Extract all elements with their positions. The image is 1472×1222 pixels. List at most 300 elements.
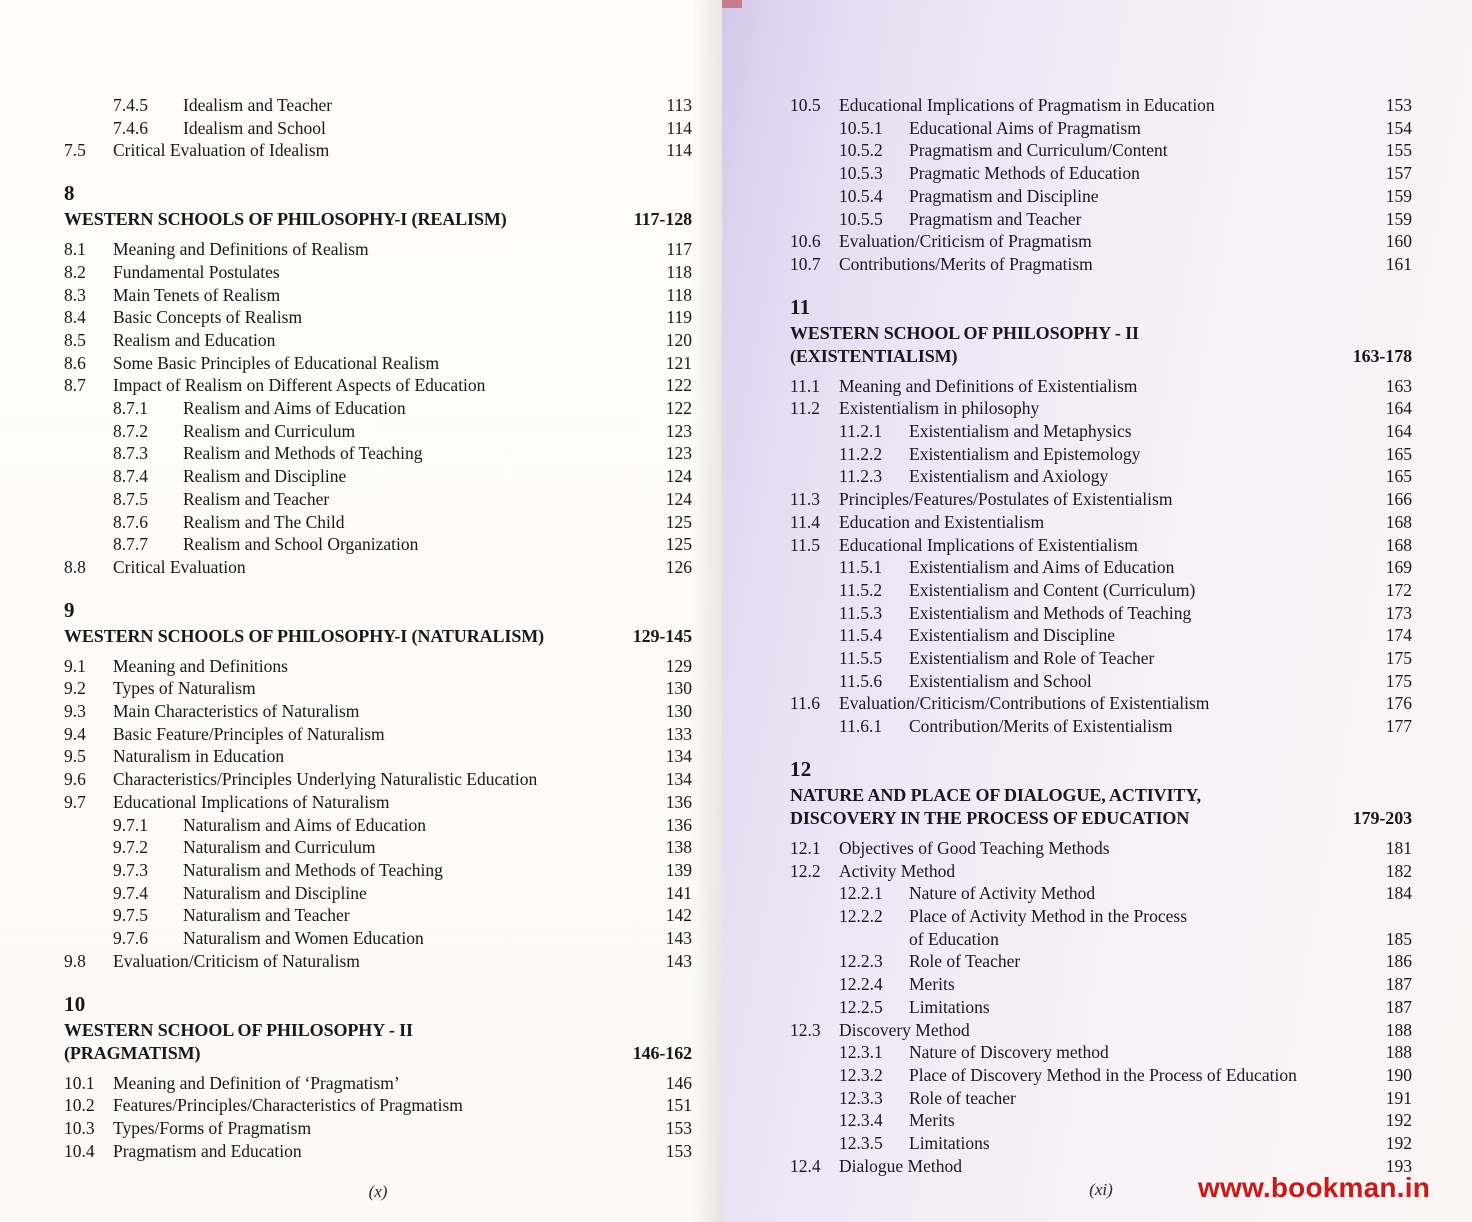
toc-entry-number: 12.2	[790, 860, 821, 881]
toc-entry-page: 175	[1385, 648, 1412, 669]
toc-subentry-row	[790, 973, 1412, 996]
toc-entry-title: Realism and Teacher	[183, 488, 330, 509]
toc-entry-title: Pragmatism and Discipline	[909, 185, 1099, 206]
toc-entry-title: Existentialism and Aims of Education	[909, 557, 1175, 578]
toc-entry-page: 139	[665, 859, 692, 880]
toc-entry-page: 187	[1385, 996, 1412, 1017]
toc-subentry-row	[790, 443, 1412, 466]
toc-entry-page: 124	[665, 488, 692, 509]
toc-subentry-row	[64, 397, 692, 420]
toc-entry-page: 161	[1385, 253, 1412, 274]
toc-entry-number: 9.1	[64, 655, 86, 676]
toc-subentry-row	[64, 488, 692, 511]
toc-entry-title: Evaluation/Criticism/Contributions of Existentialism	[839, 693, 1210, 714]
toc-entry-number: 11.5.2	[839, 579, 883, 600]
toc-subentry-row	[790, 624, 1412, 647]
toc-entry-page: 153	[665, 1117, 692, 1138]
toc-entry-page: 166	[1385, 489, 1412, 510]
chapter-page-range: 146-162	[632, 1042, 692, 1063]
toc-subentry-row	[64, 882, 692, 905]
toc-entry-page: 122	[665, 398, 692, 419]
toc-entry-number: 8.7.4	[113, 466, 148, 487]
toc-subentry-row	[790, 162, 1412, 185]
toc-entry-page: 118	[666, 284, 692, 305]
toc-entry-row	[64, 306, 692, 329]
toc-entry-number: 8.2	[64, 261, 86, 282]
chapter-block	[790, 754, 1412, 1178]
toc-entry-number: 10.4	[64, 1140, 95, 1161]
toc-entry-page: 164	[1385, 398, 1412, 419]
toc-entry-number: 9.7.6	[113, 928, 148, 949]
toc-entry-title: Realism and Discipline	[183, 466, 347, 487]
toc-entry-page: 192	[1385, 1110, 1412, 1131]
toc-entry-page: 187	[1385, 974, 1412, 995]
toc-entry-title: Existentialism and Content (Curriculum)	[909, 579, 1196, 600]
toc-entry-row	[790, 860, 1412, 883]
toc-entry-number: 10.3	[64, 1117, 95, 1138]
toc-entry-title: Basic Feature/Principles of Naturalism	[113, 723, 385, 744]
toc-entry-number: 12.3	[790, 1019, 821, 1040]
chapter-title-line: (PRAGMATISM)	[64, 1042, 201, 1063]
toc-subentry-row	[64, 465, 692, 488]
toc-entry-page: 175	[1385, 670, 1412, 691]
toc-entry-row	[64, 655, 692, 678]
toc-entry-page: 191	[1385, 1087, 1412, 1108]
toc-entry-title: Characteristics/Principles Underlying Naturalistic Education	[113, 769, 538, 790]
toc-entry-page: 113	[666, 95, 692, 115]
toc-entry-title: Educational Implications of Naturalism	[113, 791, 390, 812]
toc-entry-title: Educational Implications of Pragmatism in Education	[839, 95, 1215, 115]
toc-entry-title: Role of Teacher	[909, 951, 1021, 972]
toc-entry-title: Meaning and Definition of ‘Pragmatism’	[113, 1072, 400, 1093]
toc-entry-title: Educational Implications of Existentialism	[839, 534, 1138, 555]
toc-entry-number: 9.7.1	[113, 814, 148, 835]
scan-edge-mark	[722, 0, 742, 8]
toc-entry-title: Existentialism in philosophy	[839, 398, 1040, 419]
toc-subentry-row	[64, 94, 692, 117]
toc-entry-row	[790, 397, 1412, 420]
toc-subentry-row	[790, 117, 1412, 140]
toc-entry-row	[790, 692, 1412, 715]
toc-entry-number: 11.2	[790, 398, 820, 419]
chapter-heading	[64, 625, 692, 648]
toc-entry-title: Existentialism and School	[909, 670, 1092, 691]
toc-entry-page: 138	[665, 837, 692, 858]
toc-entry-page: 190	[1385, 1064, 1412, 1085]
toc-entry-page: 134	[665, 769, 692, 790]
toc-entry-page: 186	[1385, 951, 1412, 972]
toc-subentry-row	[790, 905, 1412, 928]
toc-entry-title: Meaning and Definitions of Existentialism	[839, 375, 1138, 396]
toc-subentry-row	[790, 556, 1412, 579]
toc-entry-page: 136	[665, 814, 692, 835]
toc-entry-number: 9.7.2	[113, 837, 148, 858]
toc-entry-number: 8.7.7	[113, 534, 148, 555]
toc-entry-page: 125	[665, 534, 692, 555]
toc-entry-title: Pragmatism and Education	[113, 1140, 302, 1161]
toc-entry-row	[64, 284, 692, 307]
toc-entry-number: 12.2.2	[839, 905, 883, 926]
toc-entry-title: Nature of Discovery method	[909, 1042, 1109, 1063]
toc-entry-number: 11.2.3	[839, 466, 883, 487]
toc-entry-title: Merits	[909, 974, 955, 995]
toc-subentry-row	[64, 420, 692, 443]
toc-entry-title: Realism and Education	[113, 329, 276, 350]
chapter-block	[64, 989, 692, 1163]
toc-entry-row	[64, 700, 692, 723]
toc-entry-page: 133	[665, 723, 692, 744]
toc-entry-number: 10.5.5	[839, 208, 883, 229]
toc-entry-number: 9.4	[64, 723, 86, 744]
toc-entry-row	[64, 745, 692, 768]
toc-subentry-row	[790, 208, 1412, 231]
toc-entry-number: 9.8	[64, 950, 86, 971]
toc-entry-number: 10.2	[64, 1095, 95, 1116]
toc-entry-number: 8.5	[64, 329, 86, 350]
toc-subentry-row	[790, 670, 1412, 693]
toc-subentry-row	[790, 996, 1412, 1019]
toc-entry-number: 11.6.1	[839, 716, 883, 737]
toc-entry-page: 121	[665, 352, 692, 373]
toc-entry-number: 12.3.2	[839, 1064, 883, 1085]
toc-entry-page: 124	[665, 466, 692, 487]
toc-entry-number: 8.3	[64, 284, 86, 305]
toc-entry-title: Existentialism and Role of Teacher	[909, 648, 1155, 669]
toc-entry-page: 119	[666, 307, 692, 328]
toc-entry-title: Features/Principles/Characteristics of Pragmatism	[113, 1095, 463, 1116]
chapter-title	[64, 208, 626, 231]
toc-entry-title: Discovery Method	[839, 1019, 970, 1040]
chapter-title	[64, 1019, 625, 1065]
toc-entry-page: 159	[1385, 208, 1412, 229]
toc-entry-page: 143	[665, 950, 692, 971]
toc-entry-row	[790, 375, 1412, 398]
chapter-title-line: (EXISTENTIALISM)	[790, 345, 958, 366]
toc-entry-number: 10.1	[64, 1072, 95, 1093]
toc-entry-title: Types/Forms of Pragmatism	[113, 1117, 312, 1138]
toc-entry-number: 12.3.3	[839, 1087, 883, 1108]
toc-entry-row	[64, 677, 692, 700]
toc-entry-number: 11.5.1	[839, 557, 883, 578]
toc-subentry-row	[64, 836, 692, 859]
right-page-chapters	[790, 292, 1412, 1178]
chapter-heading	[790, 322, 1412, 368]
chapter-entries	[64, 1072, 692, 1163]
toc-entry-title: Realism and Aims of Education	[183, 398, 406, 419]
toc-entry-number: 10.6	[790, 231, 821, 252]
chapter-heading	[64, 208, 692, 231]
chapter-title-line: WESTERN SCHOOLS OF PHILOSOPHY-I (REALISM)	[64, 209, 507, 230]
toc-entry-number: 8.7.6	[113, 511, 148, 532]
toc-entry-title: Existentialism and Metaphysics	[909, 421, 1132, 442]
toc-subentry-row	[790, 1087, 1412, 1110]
toc-entry-number: 10.7	[790, 253, 821, 274]
chapter-number: 12	[790, 756, 812, 781]
toc-entry-page: 184	[1385, 883, 1412, 904]
toc-entry-title: Principles/Features/Postulates of Existentialism	[839, 489, 1173, 510]
toc-entry-page	[1382, 905, 1412, 928]
toc-entry-number: 11.5.5	[839, 648, 883, 669]
toc-entry-page: 126	[665, 556, 692, 577]
chapter-entries	[790, 837, 1412, 1178]
toc-entry-page: 193	[1385, 1155, 1412, 1176]
chapter-number: 10	[64, 991, 86, 1016]
toc-entry-title: Evaluation/Criticism of Naturalism	[113, 950, 360, 971]
toc-subentry-row	[790, 715, 1412, 738]
toc-entry-page: 143	[665, 928, 692, 949]
toc-entry-title: Role of teacher	[909, 1087, 1016, 1108]
toc-entry-title: Naturalism and Teacher	[183, 905, 350, 926]
bookseller-watermark: www.bookman.in	[1198, 1172, 1430, 1203]
toc-entry-title: Existentialism and Discipline	[909, 625, 1116, 646]
toc-subentry-row	[64, 859, 692, 882]
toc-entry-number: 12.4	[790, 1155, 821, 1176]
chapter-title	[790, 322, 1345, 368]
toc-entry-title: Existentialism and Axiology	[909, 466, 1109, 487]
toc-entry-number: 9.7.4	[113, 882, 148, 903]
toc-entry-title: Critical Evaluation of Idealism	[113, 140, 330, 161]
toc-entry-page: 129	[665, 655, 692, 676]
toc-entry-row	[64, 556, 692, 579]
toc-entry-number: 12.1	[790, 837, 821, 858]
toc-entry-title: Pragmatism and Curriculum/Content	[909, 140, 1168, 161]
toc-entry-page: 177	[1385, 716, 1412, 737]
toc-entry-number: 8.7	[64, 375, 86, 396]
toc-entry-number: 11.5.4	[839, 625, 883, 646]
chapter-page-range: 179-203	[1352, 807, 1412, 828]
toc-entry-number: 9.6	[64, 769, 86, 790]
toc-entry-number: 10.5.1	[839, 117, 883, 138]
toc-entry-number: 12.3.1	[839, 1042, 883, 1063]
toc-entry-number: 9.3	[64, 701, 86, 722]
toc-entry-title: Basic Concepts of Realism	[113, 307, 303, 328]
toc-entry-row	[64, 1094, 692, 1117]
toc-entry-title: Limitations	[909, 996, 990, 1017]
toc-entry-page: 130	[665, 678, 692, 699]
toc-entry-page: 182	[1385, 860, 1412, 881]
chapter-block	[790, 292, 1412, 738]
toc-entry-title: Pragmatism and Teacher	[909, 208, 1082, 229]
toc-entry-page: 123	[665, 443, 692, 464]
toc-entry-title: Some Basic Principles of Educational Realism	[113, 352, 440, 373]
chapter-number: 11	[790, 294, 811, 319]
toc-entry-row	[64, 950, 692, 973]
toc-entry-page: 172	[1385, 579, 1412, 600]
toc-entry-page: 141	[665, 882, 692, 903]
toc-entry-number: 9.7	[64, 791, 86, 812]
toc-entry-number: 10.5.2	[839, 140, 883, 161]
toc-entry-row	[790, 837, 1412, 860]
toc-entry-page: 173	[1385, 602, 1412, 623]
toc-entry-title: Evaluation/Criticism of Pragmatism	[839, 231, 1092, 252]
chapter-heading	[64, 1019, 692, 1065]
toc-entry-number: 10.5	[790, 95, 821, 115]
toc-entry-title: Existentialism and Epistemology	[909, 443, 1141, 464]
right-page-intro-entries	[790, 94, 1412, 276]
toc-entry-title: Realism and Curriculum	[183, 420, 356, 441]
toc-entry-number: 11.5.3	[839, 602, 883, 623]
toc-entry-title: Place of Discovery Method in the Process of Education	[909, 1064, 1297, 1085]
toc-entry-page: 169	[1385, 557, 1412, 578]
right-page	[722, 0, 1472, 1222]
toc-subentry-row	[64, 442, 692, 465]
toc-entry-row	[790, 253, 1412, 276]
toc-entry-page: 151	[665, 1095, 692, 1116]
toc-entry-row	[64, 791, 692, 814]
toc-entry-title: Types of Naturalism	[113, 678, 256, 699]
toc-entry-number: 12.2.3	[839, 951, 883, 972]
toc-entry-title: Naturalism and Methods of Teaching	[183, 859, 443, 880]
toc-entry-row	[790, 230, 1412, 253]
toc-entry-number: 11.3	[790, 489, 820, 510]
toc-subentry-row	[790, 185, 1412, 208]
chapter-block	[64, 178, 692, 579]
toc-subentry-row	[790, 928, 1412, 951]
toc-entry-number: 11.6	[790, 693, 820, 714]
toc-entry-title: Impact of Realism on Different Aspects of Education	[113, 375, 486, 396]
toc-entry-number: 8.7.5	[113, 488, 148, 509]
toc-entry-title: of Education	[909, 928, 999, 949]
toc-entry-page: 114	[666, 140, 692, 161]
toc-entry-number: 11.5.6	[839, 670, 883, 691]
toc-entry-title: Limitations	[909, 1133, 990, 1154]
toc-entry-number: 11.5	[790, 534, 820, 555]
left-page-intro-entries	[64, 94, 692, 162]
toc-entry-row	[790, 94, 1412, 117]
toc-entry-number: 8.6	[64, 352, 86, 373]
toc-subentry-row	[790, 139, 1412, 162]
toc-entry-row	[64, 768, 692, 791]
toc-entry-title: Naturalism and Curriculum	[183, 837, 376, 858]
toc-entry-title: Meaning and Definitions	[113, 655, 288, 676]
chapter-entries	[64, 655, 692, 973]
toc-entry-row	[64, 1117, 692, 1140]
chapter-entries	[64, 238, 692, 579]
toc-subentry-row	[790, 1132, 1412, 1155]
toc-entry-title: Objectives of Good Teaching Methods	[839, 837, 1110, 858]
toc-entry-row	[64, 1072, 692, 1095]
toc-entry-page: 125	[665, 511, 692, 532]
toc-entry-title: Activity Method	[839, 860, 956, 881]
toc-entry-title: Education and Existentialism	[839, 511, 1045, 532]
toc-entry-row	[64, 238, 692, 261]
toc-subentry-row	[790, 882, 1412, 905]
toc-entry-page: 146	[665, 1072, 692, 1093]
toc-entry-number: 12.2.1	[839, 883, 883, 904]
toc-entry-title: Realism and Methods of Teaching	[183, 443, 423, 464]
toc-entry-number: 9.7.3	[113, 859, 148, 880]
toc-entry-title: Fundamental Postulates	[113, 261, 280, 282]
chapter-page-range: 163-178	[1352, 345, 1412, 366]
toc-entry-title: Dialogue Method	[839, 1155, 962, 1176]
toc-entry-page: 153	[665, 1140, 692, 1161]
toc-entry-number: 9.7.5	[113, 905, 148, 926]
toc-entry-number: 12.2.5	[839, 996, 883, 1017]
left-page-chapters	[64, 178, 692, 1162]
toc-entry-number: 12.3.4	[839, 1110, 883, 1131]
left-page-folio: (x)	[368, 1182, 388, 1202]
chapter-number: 8	[64, 181, 75, 206]
toc-entry-number: 12.3.5	[839, 1133, 883, 1154]
toc-entry-title: Idealism and Teacher	[183, 95, 333, 115]
toc-subentry-row	[64, 511, 692, 534]
toc-entry-number: 9.5	[64, 746, 86, 767]
chapter-block	[64, 595, 692, 973]
toc-entry-page: 164	[1385, 421, 1412, 442]
toc-entry-page: 163	[1385, 375, 1412, 396]
chapter-page-range: 117-128	[633, 209, 692, 230]
toc-entry-row	[790, 488, 1412, 511]
toc-entry-title: Realism and The Child	[183, 511, 345, 532]
toc-subentry-row	[64, 927, 692, 950]
toc-entry-number: 7.5	[64, 140, 86, 161]
toc-entry-number: 11.2.1	[839, 421, 883, 442]
toc-entry-row	[64, 374, 692, 397]
toc-subentry-row	[790, 1064, 1412, 1087]
toc-entry-page: 118	[666, 261, 692, 282]
toc-entry-number	[839, 928, 909, 951]
toc-entry-row	[64, 352, 692, 375]
chapter-heading	[790, 784, 1412, 830]
toc-entry-page: 168	[1385, 534, 1412, 555]
toc-entry-title: Merits	[909, 1110, 955, 1131]
toc-entry-page: 192	[1385, 1133, 1412, 1154]
toc-subentry-row	[790, 602, 1412, 625]
toc-entry-title: Pragmatic Methods of Education	[909, 163, 1140, 184]
toc-entry-title: Naturalism and Discipline	[183, 882, 367, 903]
chapter-title-line: NATURE AND PLACE OF DIALOGUE, ACTIVITY,	[790, 784, 1201, 805]
toc-entry-page: 154	[1385, 117, 1412, 138]
toc-entry-page: 117	[666, 239, 692, 260]
toc-entry-title: Idealism and School	[183, 117, 326, 138]
toc-entry-number: 8.7.3	[113, 443, 148, 464]
toc-entry-row	[64, 723, 692, 746]
toc-entry-title: Main Tenets of Realism	[113, 284, 281, 305]
toc-subentry-row	[790, 420, 1412, 443]
toc-entry-number: 9.2	[64, 678, 86, 699]
toc-subentry-row	[790, 1041, 1412, 1064]
toc-entry-page: 168	[1385, 511, 1412, 532]
toc-entry-page: 176	[1385, 693, 1412, 714]
toc-entry-page: 142	[665, 905, 692, 926]
toc-entry-number: 8.8	[64, 556, 86, 577]
toc-subentry-row	[790, 950, 1412, 973]
toc-entry-page: 165	[1385, 466, 1412, 487]
toc-subentry-row	[790, 579, 1412, 602]
toc-entry-page: 188	[1385, 1042, 1412, 1063]
toc-entry-page: 160	[1385, 231, 1412, 252]
toc-entry-page: 188	[1385, 1019, 1412, 1040]
toc-entry-page: 123	[665, 420, 692, 441]
toc-entry-number: 8.1	[64, 239, 86, 260]
toc-subentry-row	[64, 533, 692, 556]
toc-subentry-row	[790, 1109, 1412, 1132]
toc-entry-page: 120	[665, 329, 692, 350]
toc-entry-page: 165	[1385, 443, 1412, 464]
toc-entry-number: 11.1	[790, 375, 820, 396]
toc-entry-title: Contribution/Merits of Existentialism	[909, 716, 1173, 737]
toc-entry-row	[790, 534, 1412, 557]
toc-entry-row	[790, 1019, 1412, 1042]
toc-entry-number: 12.2.4	[839, 974, 883, 995]
toc-entry-title: Place of Activity Method in the Process	[909, 905, 1188, 926]
toc-subentry-row	[790, 465, 1412, 488]
toc-entry-page: 153	[1385, 95, 1412, 115]
chapter-title-line: DISCOVERY IN THE PROCESS OF EDUCATION	[790, 807, 1190, 828]
toc-entry-page: 122	[665, 375, 692, 396]
toc-entry-title: Critical Evaluation	[113, 556, 246, 577]
toc-entry-page: 155	[1385, 140, 1412, 161]
